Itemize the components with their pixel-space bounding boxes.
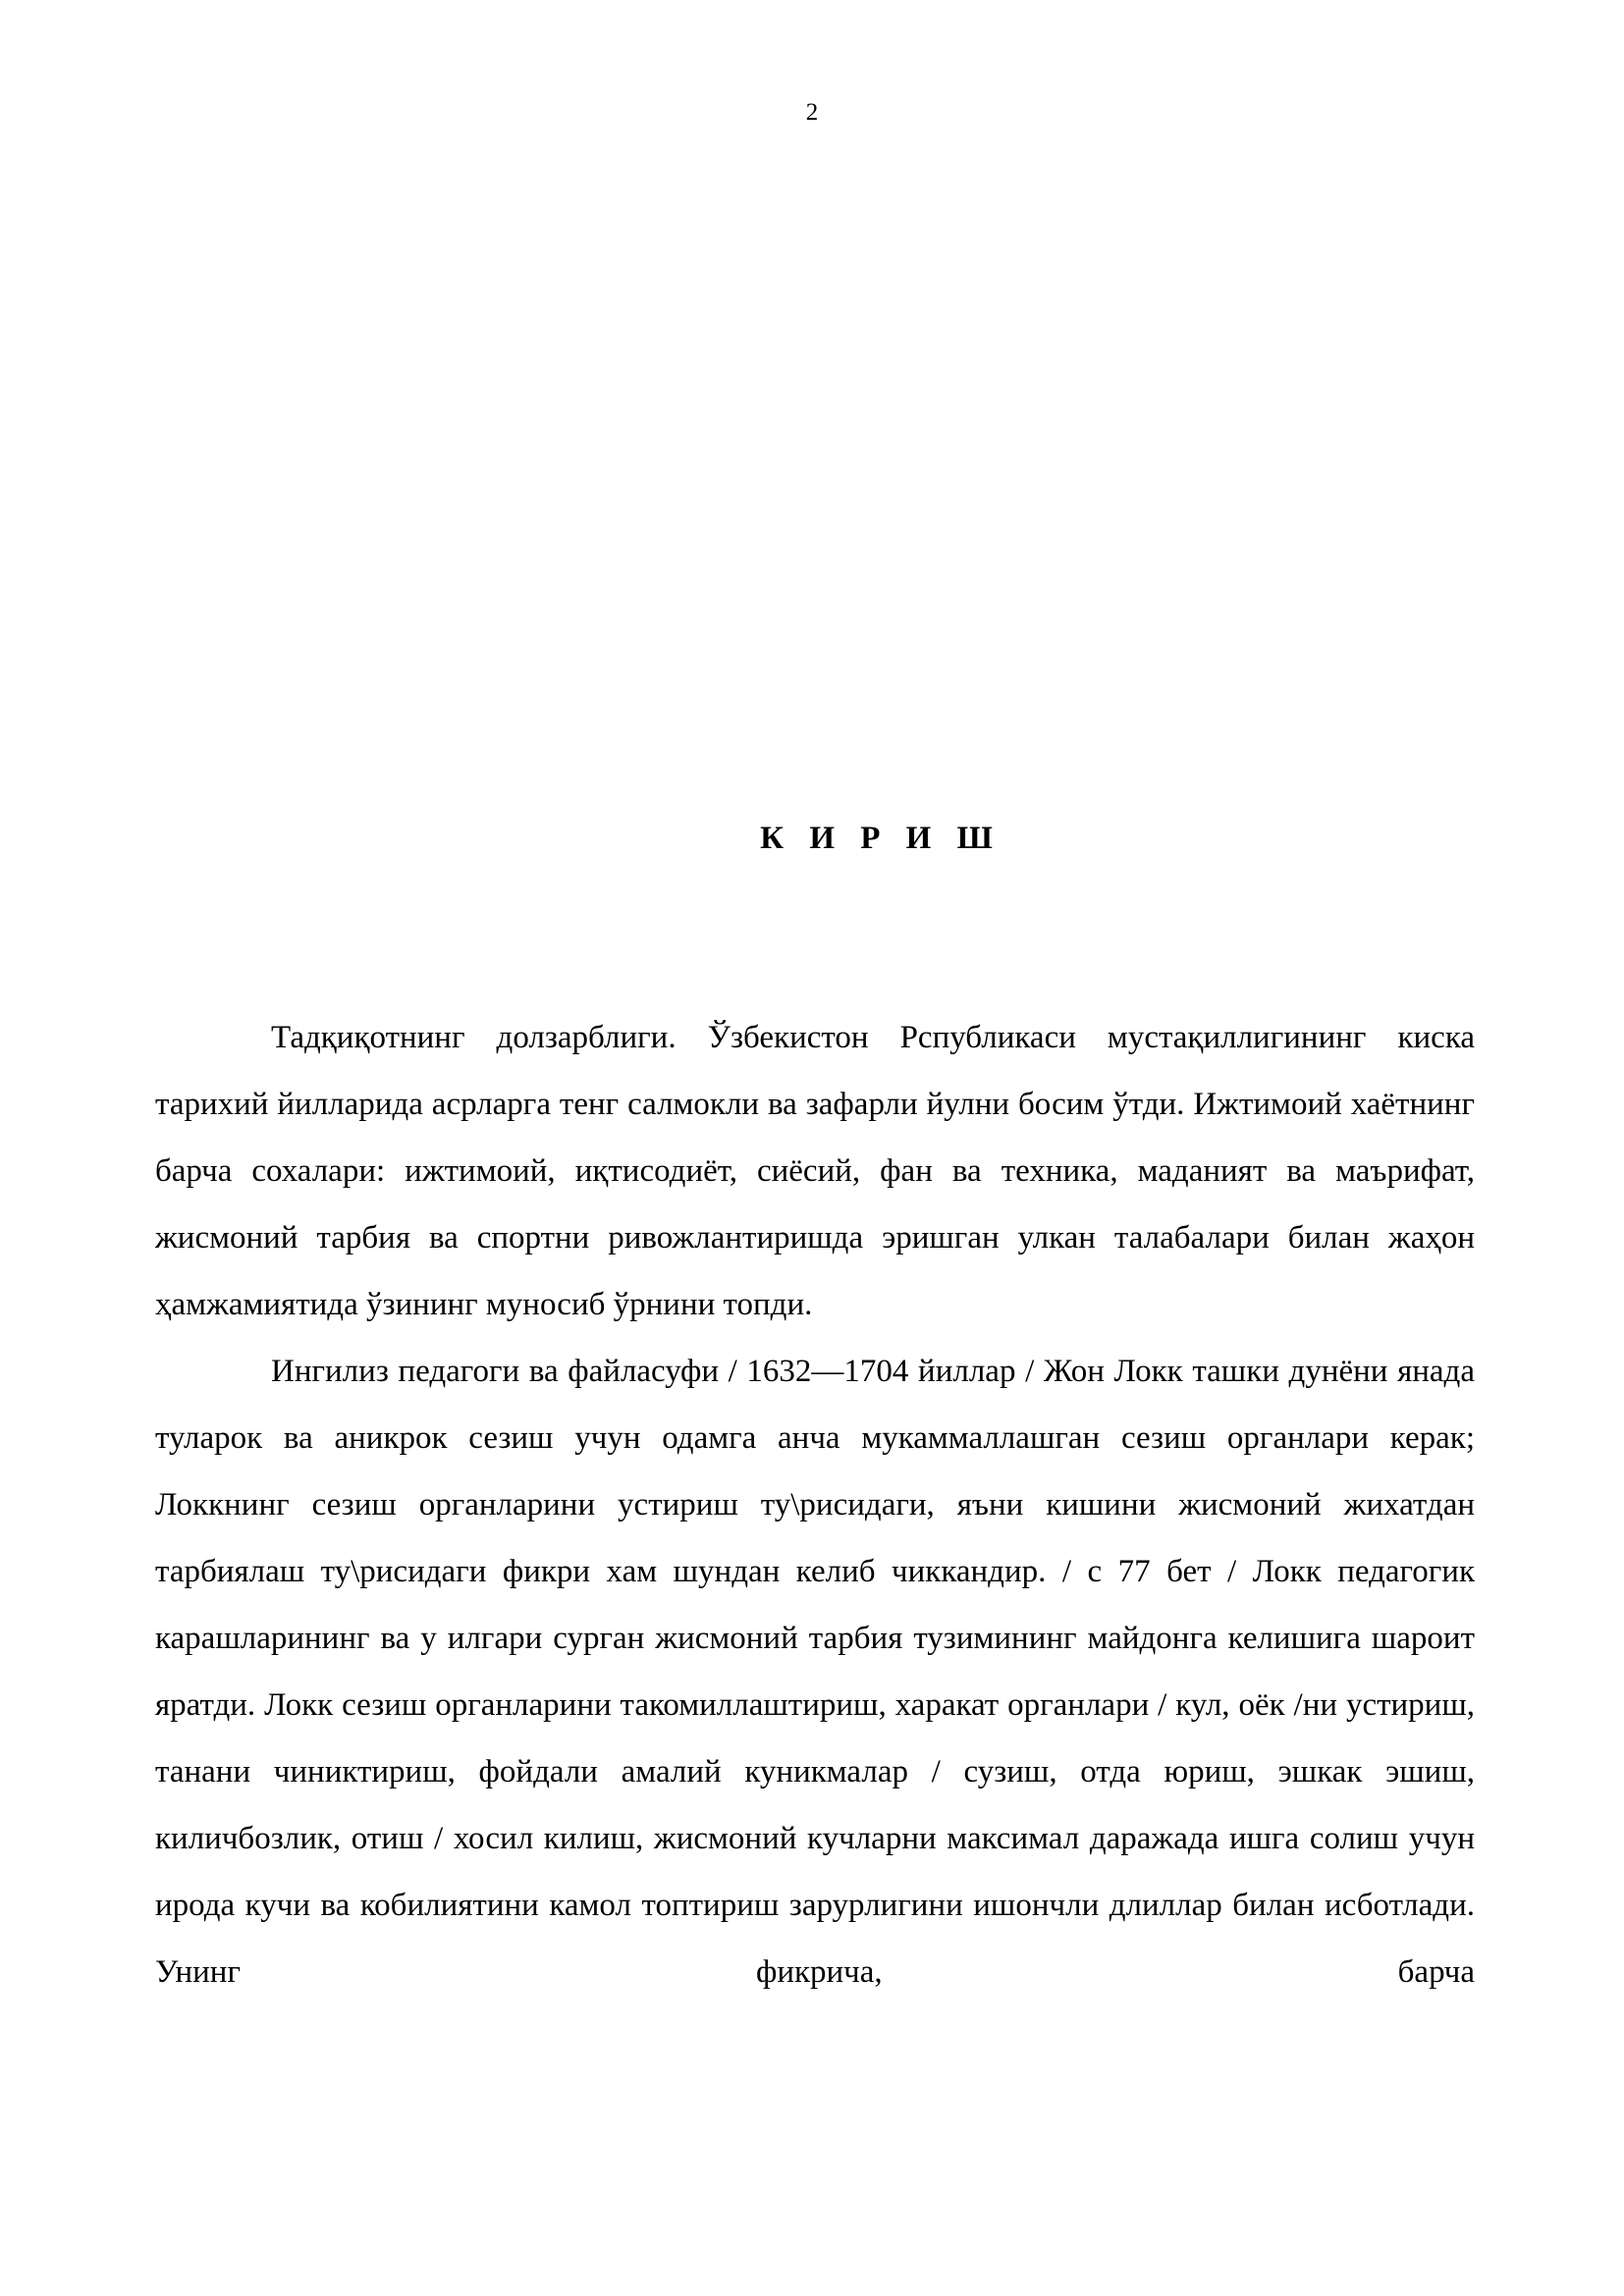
document-body [155,1004,1475,2005]
section-heading: К И Р И Ш [760,821,1001,856]
page-number: 2 [805,99,819,126]
paragraph-relevance: Тадқиқотнинг долзарблиги. Ўзбекистон Рспубликаси мустақиллигининг киска тарихий йилларида асрларга тенг салмокли ва зафарли йулни босим ўтди. Ижтимоий хаётнинг барча сохалари: ижтимоий, иқтисодиёт, сиёсий, фан ва техника, маданият ва маърифат, жисмоний тарбия ва спортни ривожлантиришда эришган улкан талабалари билан жаҳон ҳамжамиятида ўзининг муносиб ўрнини топди. [155,1020,1475,1322]
paragraph-locke: Ингилиз педагоги ва файласуфи / 1632—1704 йиллар / Жон Локк ташки дунёни янада туларок ва аникрок сезиш учун одамга анча мукаммаллашган сезиш органлари керак; Локкнинг сезиш органларини устириш ту\рисидаги, яъни кишини жисмоний жихатдан тарбиялаш ту\рисидаги фикри хам шундан келиб чиккандир. / с 77 бет / Локк педагогик карашларининг ва у илгари сурган жисмоний тарбия тузимининг майдонга келишига шароит яратди. Локк сезиш органларини такомиллаштириш, харакат органлари / кул, оёк /ни устириш, танани чиниктириш, фойдали амалий куникмалар / сузиш, отда юриш, эшкак эшиш, киличбозлик, отиш / хосил килиш, жисмоний кучларни максимал даражада ишга солиш учун ирода кучи ва кобилиятини камол топтириш зарурлигини ишончли длиллар билан исботлади. Унинг фикрича, барча [155,1354,1475,1990]
